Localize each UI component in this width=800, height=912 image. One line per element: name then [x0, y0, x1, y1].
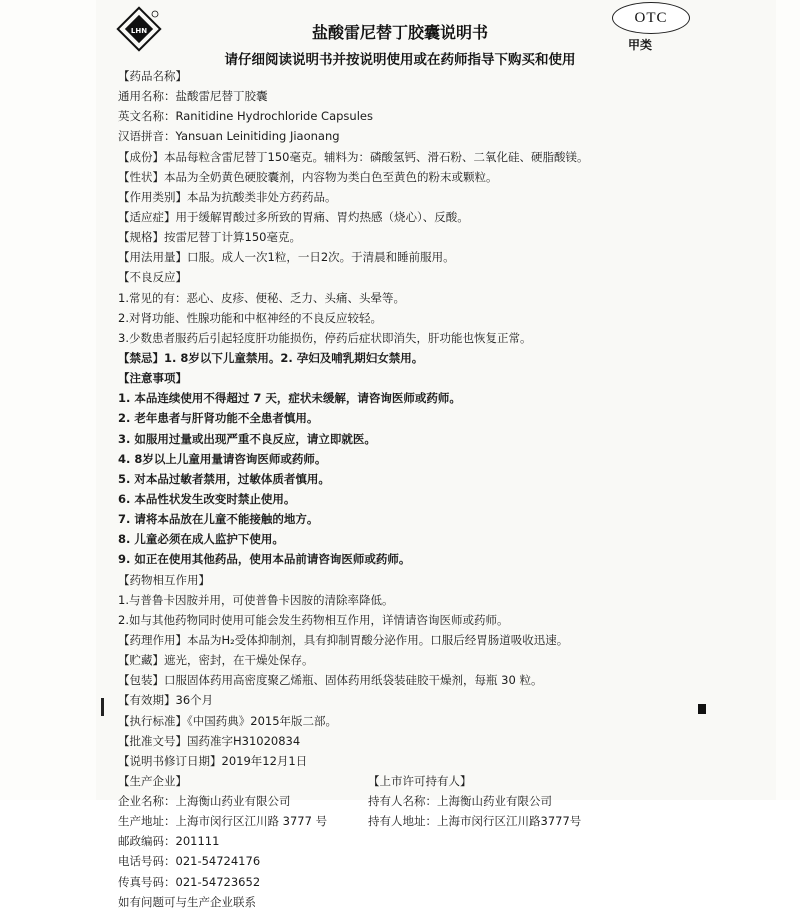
- company-names-row: [118, 791, 718, 811]
- adverse-reactions-heading: 【不良反应】: [118, 270, 187, 285]
- contraindications-section: 【禁忌】1. 8岁以下儿童禁用。2. 孕妇及哺乳期妇女禁用。: [118, 350, 424, 365]
- dosage-section: 【用法用量】口服。成人一次1粒，一日2次。于清晨和睡前服用。: [118, 250, 455, 265]
- precaution-item: 9. 如正在使用其他药品，使用本品前请咨询医师或药师。: [118, 552, 411, 567]
- otc-class-label: 甲类: [628, 38, 653, 52]
- otc-badge: OTC: [612, 2, 690, 34]
- registration-mark: [698, 704, 706, 714]
- interaction-item: 2.如与其他药物同时使用可能会发生药物相互作用，详情请咨询医师或药师。: [118, 612, 509, 627]
- adverse-reaction-item: 1.常见的有：恶心、皮疹、便秘、乏力、头痛、头晕等。: [118, 290, 405, 305]
- indications-section: 【适应症】用于缓解胃酸过多所致的胃痛、胃灼热感（烧心）、反酸。: [118, 209, 469, 224]
- precaution-item: 7. 请将本品放在儿童不能接触的地方。: [118, 512, 319, 527]
- manufacturer-postcode: 邮政编码：201111: [118, 834, 220, 849]
- pharmacology-section: 【药理作用】本品为H₂受体抑制剂，具有抑制胃酸分泌作用。口服后经胃肠道吸收迅速。: [118, 632, 569, 647]
- mah-name: 持有人名称：上海衡山药业有限公司: [368, 794, 552, 809]
- precaution-item: 8. 儿童必须在成人监护下使用。: [118, 532, 284, 547]
- logo-text: LHN: [130, 27, 148, 35]
- precautions-heading: 【注意事项】: [118, 371, 187, 386]
- document-title: 盐酸雷尼替丁胶囊说明书: [311, 23, 488, 42]
- manufacturer-address: 生产地址：上海市闵行区江川路 3777 号: [118, 814, 328, 829]
- drug-name-heading: 【药品名称】: [118, 69, 187, 83]
- packaging-section: 【包装】口服固体药用高密度聚乙烯瓶、固体药用纸袋装硅胶干燥剂，每瓶 30 粒。: [118, 673, 543, 688]
- manufacturer-phone: 电话号码：021-54724176: [118, 854, 261, 869]
- pinyin-name: 汉语拼音：Yansuan Leinitiding Jiaonang: [118, 129, 340, 144]
- leaflet-body: [118, 66, 718, 912]
- mah-heading: 【上市许可持有人】: [368, 773, 472, 788]
- validity-section: 【有效期】36个月: [118, 693, 214, 708]
- standard-section: 【执行标准】《中国药典》2015年版二部。: [118, 713, 338, 728]
- interactions-heading: 【药物相互作用】: [118, 572, 210, 587]
- generic-name: 通用名称：盐酸雷尼替丁胶囊: [118, 89, 268, 104]
- precaution-item: 4. 8岁以上儿童用量请咨询医师或药师。: [118, 451, 327, 466]
- ingredients-section: 【成份】本品每粒含雷尼替丁150毫克。辅料为：磷酸氢钙、滑石粉、二氧化硅、硬脂酸镁。: [118, 149, 589, 164]
- precaution-item: 1. 本品连续使用不得超过 7 天，症状未缓解，请咨询医师或药师。: [118, 391, 461, 406]
- precaution-item: 2. 老年患者与肝肾功能不全患者慎用。: [118, 411, 319, 426]
- adverse-reaction-item: 2.对肾功能、性腺功能和中枢神经的不良反应较轻。: [118, 310, 382, 325]
- precaution-item: 3. 如服用过量或出现严重不良反应，请立即就医。: [118, 431, 376, 446]
- description-section: 【性状】本品为全奶黄色硬胶囊剂，内容物为类白色至黄色的粉末或颗粒。: [118, 169, 498, 184]
- precaution-item: 6. 本品性状发生改变时禁止使用。: [118, 491, 296, 506]
- storage-section: 【贮藏】遮光，密封，在干燥处保存。: [118, 653, 314, 668]
- company-headings-row: [118, 771, 718, 791]
- category-section: 【作用类别】本品为抗酸类非处方药药品。: [118, 189, 337, 204]
- approval-number-section: 【批准文号】国药准字H31020834: [118, 733, 301, 748]
- company-address-row: [118, 811, 718, 831]
- precaution-item: 5. 对本品过敏者禁用，过敏体质者慎用。: [118, 471, 330, 486]
- adverse-reaction-item: 3.少数患者服药后引起轻度肝功能损伤，停药后症状即消失，肝功能也恢复正常。: [118, 330, 532, 345]
- manufacturer-heading: 【生产企业】: [118, 773, 187, 788]
- interaction-item: 1.与普鲁卡因胺并用，可使普鲁卡因胺的清除率降低。: [118, 592, 394, 607]
- reading-instruction: 请仔细阅读说明书并按说明使用或在药师指导下购买和使用: [224, 52, 576, 68]
- specification-section: 【规格】按雷尼替丁计算150毫克。: [118, 230, 301, 245]
- scan-mark: [101, 698, 104, 716]
- contact-note: 如有问题可与生产企业联系: [118, 894, 256, 909]
- manufacturer-name: 企业名称：上海衡山药业有限公司: [118, 794, 291, 809]
- manufacturer-fax: 传真号码：021-54723652: [118, 874, 261, 889]
- mah-address: 持有人地址：上海市闵行区江川路3777号: [368, 814, 582, 829]
- english-name: 英文名称：Ranitidine Hydrochloride Capsules: [118, 109, 373, 124]
- revision-date-section: 【说明书修订日期】2019年12月1日: [118, 753, 308, 768]
